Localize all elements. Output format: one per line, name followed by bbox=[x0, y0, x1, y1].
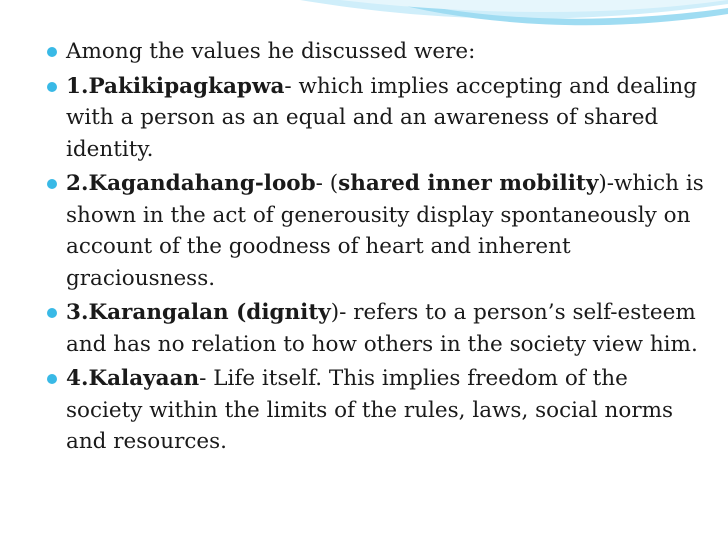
bullet-list bbox=[48, 36, 708, 461]
bullet-dot-icon bbox=[47, 179, 57, 189]
bullet-text: - which implies accepting and dealing with a person as an equal and an awareness of shared identity. bbox=[66, 73, 698, 162]
bullet-text: Among the values he discussed were: bbox=[66, 39, 476, 64]
bullet-term: 1.Pakikipagkapwa bbox=[66, 73, 285, 99]
bullet-item-kalayaan bbox=[48, 363, 708, 458]
bullet-item-kagandahang-loob bbox=[48, 168, 708, 294]
bullet-term-secondary: shared inner mobility bbox=[338, 171, 599, 196]
bullet-text-secondary: )-which is shown in the act of generousity display spontaneously on account of the goodness of heart and inherent graciousness. bbox=[66, 171, 704, 291]
bullet-dot-icon bbox=[47, 374, 57, 384]
bullet-term: 4.Kalayaan bbox=[66, 366, 200, 391]
bullet-item-intro bbox=[48, 36, 708, 68]
bullet-dot-icon bbox=[47, 47, 57, 57]
bullet-dot-icon bbox=[47, 308, 57, 318]
bullet-dot-icon bbox=[47, 82, 57, 92]
bullet-item-pakikipagkapwa bbox=[48, 71, 708, 166]
bullet-item-karangalan bbox=[48, 297, 708, 360]
bullet-text: - ( bbox=[315, 171, 339, 196]
bullet-text: )- refers to a person’s self-esteem and has no relation to how others in the society view him. bbox=[66, 300, 698, 357]
bullet-text: - Life itself. This implies freedom of the society within the limits of the rules, laws, social norms and resources. bbox=[66, 366, 674, 454]
bullet-term: 3.Karangalan (dignity bbox=[66, 300, 331, 325]
bullet-term: 2.Kagandahang-loob bbox=[66, 171, 316, 196]
